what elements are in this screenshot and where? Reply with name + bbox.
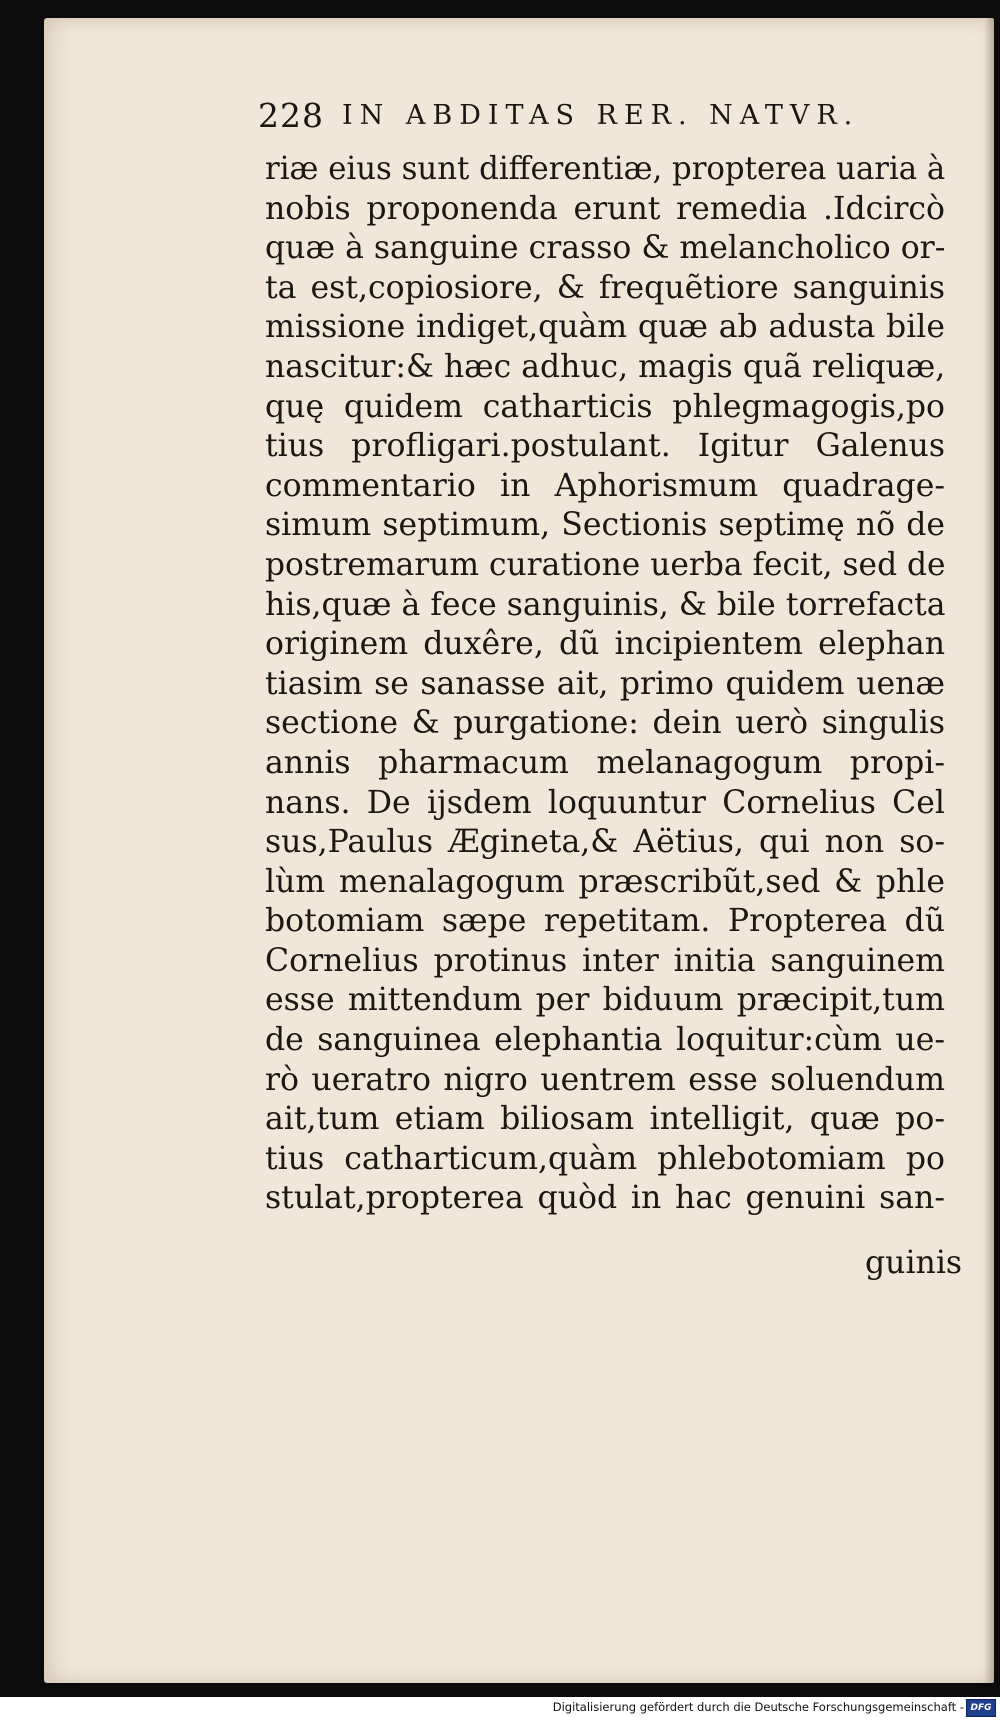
text-line: quæ à sanguine crasso & melancholico or-: [265, 230, 945, 267]
text-line: annis pharmacum melanagogum propi-: [265, 744, 945, 781]
text-line: sectione & purgatione: dein uerò singulis: [265, 705, 945, 742]
text-line: rò ueratro nigro uentrem esse soluendum: [265, 1061, 945, 1098]
text-line: missione indiget,quàm quæ ab adusta bile: [265, 309, 945, 346]
text-line: originem duxêre, dũ incipientem elephan: [265, 626, 945, 663]
text-line: quę quidem catharticis phlegmagogis,po: [265, 388, 945, 425]
text-line: simum septimum, Sectionis septimę nõ de: [265, 507, 945, 544]
text-line: nobis proponenda erunt remedia .Idcircò: [265, 190, 945, 227]
digitization-footer: [0, 1697, 1000, 1720]
body-text: [265, 150, 945, 1219]
text-line: ait,tum etiam biliosam intelligit, quæ po-: [265, 1101, 945, 1138]
text-line: riæ eius sunt differentiæ, propterea uaria à: [265, 151, 946, 187]
text-line: tius profligari.postulant. Igitur Galenus: [265, 428, 945, 465]
text-line: sus,Paulus Ægineta,& Aëtius, qui non so-: [265, 824, 945, 861]
text-line: de sanguinea elephantia loquitur:cùm ue-: [265, 1022, 945, 1059]
running-head: IN ABDITAS RER. NATVR.: [342, 100, 860, 131]
text-line: lùm menalagogum præscribũt,sed & phle: [265, 863, 945, 900]
page-number: 228: [258, 96, 324, 135]
text-line: botomiam sæpe repetitam. Propterea dũ: [265, 903, 945, 940]
page-edge-shadow: [984, 18, 994, 1683]
text-line: postremarum curatione uerba fecit, sed de: [265, 546, 946, 583]
text-line: Cornelius protinus inter initia sanguinem: [265, 942, 945, 979]
text-line: esse mittendum per biduum præcipit,tum: [265, 982, 945, 1019]
text-line: his,quæ à fece sanguinis, & bile torrefacta: [265, 586, 946, 623]
text-line: commentario in Aphorismum quadrage-: [265, 467, 945, 504]
text-line: tius catharticum,quàm phlebotomiam po: [265, 1140, 945, 1177]
text-line: tiasim se sanasse ait, primo quidem uenæ: [265, 665, 945, 702]
page-header: [258, 96, 938, 146]
dfg-logo-icon: DFG: [966, 1699, 996, 1717]
catchword: guinis: [865, 1245, 963, 1281]
text-line: stulat,propterea quòd in hac genuini san-: [265, 1180, 945, 1217]
funding-credit: Digitalisierung gefördert durch die Deutsche Forschungsgemeinschaft -: [552, 1700, 964, 1714]
text-line: nans. De ijsdem loquuntur Cornelius Cel: [265, 784, 945, 821]
text-line: ta est,copiosiore, & frequẽtiore sanguinis: [265, 269, 945, 306]
text-line: nascitur:& hæc adhuc, magis quã reliquæ,: [265, 348, 946, 385]
